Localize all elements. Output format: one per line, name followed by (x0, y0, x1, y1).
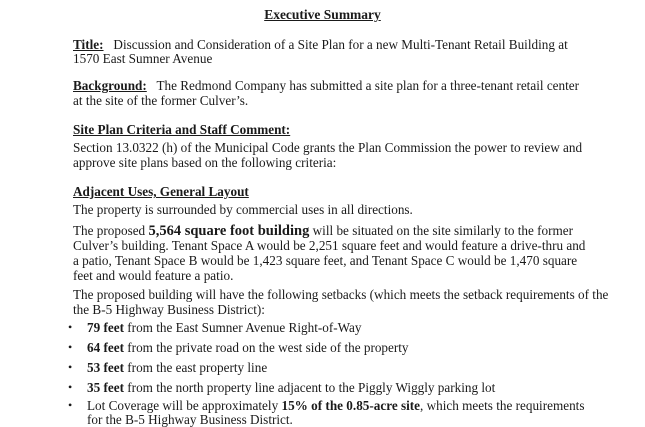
setback-distance: 64 feet (87, 340, 124, 355)
coverage-line-2: for the B-5 Highway Business District. (87, 412, 293, 427)
background-line-2: at the site of the former Culver’s. (73, 93, 249, 108)
title-line-2: 1570 East Sumner Avenue (73, 51, 213, 66)
coverage-value: 15% of the 0.85-acre site (281, 398, 421, 413)
criteria-line-1: Section 13.0322 (h) of the Municipal Code grants the Plan Commission the power to review and (73, 140, 583, 155)
setback-item (87, 380, 495, 395)
setback-distance: 79 feet (87, 320, 124, 335)
setback-distance: 53 feet (87, 360, 124, 375)
criteria-line-2: approve site plans based on the following criteria: (73, 155, 337, 170)
bullet-icon: • (68, 320, 73, 334)
adjacent-paragraph-1: The property is surrounded by commercial uses in all directions. (73, 202, 413, 217)
criteria-heading: Site Plan Criteria and Staff Comment: (73, 122, 291, 137)
background-label: Background: (73, 78, 147, 93)
bullet-icon: • (68, 360, 73, 374)
setbacks-intro-line-1: The proposed building will have the following setbacks (which meets the setback requirements of the (73, 287, 609, 302)
title-label: Title: (73, 37, 104, 52)
adjacent-heading: Adjacent Uses, General Layout (73, 184, 249, 199)
title-text: Discussion and Consideration of a Site Plan for a new Multi-Tenant Retail Building at (113, 37, 568, 52)
coverage-post: , which meets the requirements (420, 398, 585, 413)
setback-text: from the north property line adjacent to the Piggly Wiggly parking lot (123, 380, 496, 395)
setback-text: from the East Sumner Avenue Right-of-Way (123, 320, 362, 335)
adjacent-paragraph-2-line-2: Culver’s building. Tenant Space A would be 2,251 square feet and would feature a drive-thru and (73, 238, 586, 253)
setbacks-intro-line-2: the B-5 Highway Business District): (73, 302, 265, 317)
background-line-1 (73, 78, 579, 93)
executive-summary-heading: Executive Summary (264, 7, 381, 22)
adjacent-paragraph-2-line-1 (73, 223, 573, 239)
bullet-icon: • (68, 340, 73, 354)
bullet-icon: • (68, 398, 73, 412)
background-text: The Redmond Company has submitted a site plan for a three-tenant retail center (156, 78, 580, 93)
setback-text: from the east property line (123, 360, 268, 375)
setback-distance: 35 feet (87, 380, 124, 395)
coverage-pre: Lot Coverage will be approximately (87, 398, 282, 413)
setback-item (87, 340, 409, 355)
adjacent-paragraph-2-line-3: a patio, Tenant Space B would be 1,423 square feet, and Tenant Space C would be 1,470 square (73, 253, 578, 268)
setback-item (87, 320, 361, 335)
p2-pre: The proposed (73, 223, 149, 238)
bullet-icon: • (68, 380, 73, 394)
adjacent-paragraph-2-line-4: feet and would feature a patio. (73, 268, 234, 283)
setback-text: from the private road on the west side of the property (123, 340, 409, 355)
building-size: 5,564 square foot building (148, 223, 310, 239)
setback-item (87, 360, 267, 375)
title-line-1 (73, 37, 568, 52)
p2-post: will be situated on the site similarly to the former (309, 223, 574, 238)
coverage-line-1 (87, 398, 584, 413)
